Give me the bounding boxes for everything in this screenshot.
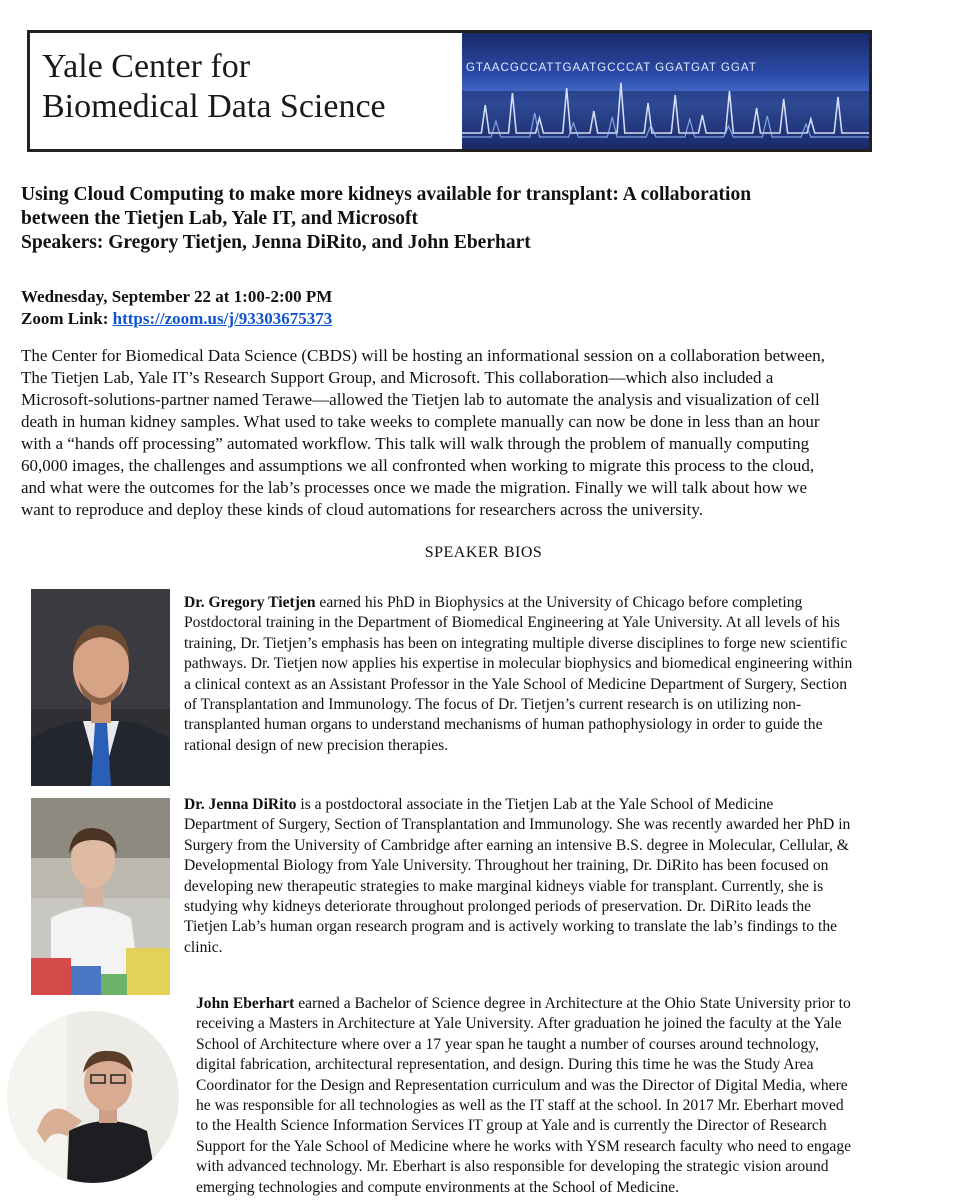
portrait-image	[31, 798, 170, 995]
sequence-graphic	[462, 33, 869, 149]
bio-line: of Transplantation and Immunology. The focus of Dr. Tietjen’s current research is on utilizing non-	[184, 696, 802, 714]
bio-line: emerging technologies and compute environments at the School of Medicine.	[196, 1178, 679, 1196]
bio-line: clinic.	[184, 938, 223, 956]
intro-line: The Center for Biomedical Data Science (CBDS) will be hosting an informational session on a collaboration between,	[21, 346, 825, 365]
header-banner	[27, 30, 872, 152]
intro-paragraph	[21, 345, 951, 521]
speaker-photo-tietjen	[31, 589, 170, 786]
bio-line: pathways. Dr. Tietjen now applies his expertise in molecular biophysics and biomedical engineering within	[184, 655, 853, 673]
intro-line: want to reproduce and deploy these kinds of cloud automations for researchers across the university.	[21, 500, 703, 519]
zoom-link[interactable]: https://zoom.us/j/93303675373	[112, 309, 333, 328]
banner-title-line2: Biomedical Data Science	[42, 88, 386, 125]
zoom-label: Zoom Link:	[21, 309, 113, 328]
bio-line: John Eberhart earned a Bachelor of Science degree in Architecture at the Ohio State University prior to	[196, 995, 851, 1012]
bio-line: Support for the Yale School of Medicine where he works with YSM research faculty who need to engage	[196, 1137, 852, 1155]
bio-line: Postdoctoral training in the Department of Biomedical Engineering at Yale University. At all levels of his	[184, 614, 840, 632]
speakers-line: Speakers: Gregory Tietjen, Jenna DiRito, and John Eberhart	[21, 232, 531, 253]
speaker-photo-dirito	[31, 798, 170, 995]
bio-line: studying why kidneys deteriorate throughout prolonged periods of preservation. Dr. DiRito leads the	[184, 898, 812, 916]
speaker-name: John Eberhart	[196, 995, 295, 1012]
event-date: Wednesday, September 22 at 1:00-2:00 PM	[21, 287, 333, 306]
speaker-name: Dr. Gregory Tietjen	[184, 594, 316, 611]
portrait-image	[31, 589, 170, 786]
bio-line: Developmental Biology from Yale University. Throughout her training, Dr. DiRito has been focused on	[184, 857, 829, 875]
intro-line: Microsoft-solutions-partner named Terawe—allowed the Tietjen lab to automate the analysis and visualization of cell	[21, 390, 820, 409]
bio-line: Dr. Jenna DiRito is a postdoctoral associate in the Tietjen Lab at the Yale School of Medicine	[184, 796, 774, 813]
event-title	[21, 183, 941, 255]
bio-line: training, Dr. Tietjen’s emphasis has been on integrating multiple diverse disciplines to forge new scientific	[184, 634, 848, 652]
speaker-bios-heading: SPEAKER BIOS	[424, 544, 543, 561]
bio-line: to the Health Science Information Services IT group at Yale and is currently the Director of Research	[196, 1117, 827, 1135]
intro-line: The Tietjen Lab, Yale IT’s Research Support Group, and Microsoft. This collaboration—which also included a	[21, 368, 774, 387]
portrait-image	[7, 1011, 179, 1183]
bio-line: School of Architecture where over a 17 year span he taught a number of courses around technology,	[196, 1035, 819, 1053]
event-meta	[21, 286, 332, 330]
intro-line: with a “hands off processing” automated workflow. This talk will walk through the problem of manually computing	[21, 434, 810, 453]
bio-dirito	[184, 795, 944, 958]
intro-line: death in human kidney samples. What used to take weeks to complete manually can now be done in less than an hour	[21, 412, 820, 431]
bio-line: a clinical context as an Assistant Professor in the Yale School of Medicine Department of Surgery, Section	[184, 675, 848, 693]
bio-line: he was responsible for all technologies as well as the IT staff at the school. In 2017 Mr. Eberhart moved	[196, 1097, 844, 1115]
bio-line: Department of Surgery, Section of Transplantation and Immunology. She was recently awarded her PhD in	[184, 816, 851, 834]
bio-line: Dr. Gregory Tietjen earned his PhD in Biophysics at the University of Chicago before completing	[184, 594, 803, 611]
bio-eberhart	[196, 994, 956, 1198]
title-line: between the Tietjen Lab, Yale IT, and Microsoft	[21, 208, 419, 229]
banner-title	[30, 33, 462, 149]
intro-line: and what were the outcomes for the lab’s processes once we made the migration. Finally we will talk about how we	[21, 478, 808, 497]
bio-tietjen	[184, 593, 944, 756]
banner-title-line1: Yale Center for	[42, 48, 251, 85]
bio-line: rational design of new precision therapies.	[184, 736, 449, 754]
speaker-name: Dr. Jenna DiRito	[184, 796, 297, 813]
zoom-row	[21, 308, 332, 330]
bio-line: digital fabrication, architectural representation, and design. During this time he was the Study Area	[196, 1056, 814, 1074]
bio-line: transplanted human organs to understand mechanisms of human pathophysiology in order to guide the	[184, 716, 823, 734]
dna-sequence-image	[462, 33, 869, 149]
bio-line: Coordinator for the Design and Representation curriculum and was the Director of Digital Media, where	[196, 1076, 848, 1094]
speaker-photo-eberhart	[7, 1011, 179, 1183]
bio-line: receiving a Masters in Architecture at Yale University. After graduation he joined the faculty at the Yale	[196, 1015, 842, 1033]
title-line: Using Cloud Computing to make more kidneys available for transplant: A collaboration	[21, 184, 752, 205]
bio-line: Surgery from the University of Cambridge after earning an intensive B.S. degree in Molecular, Cellular, &	[184, 836, 849, 854]
bio-line: Tietjen Lab’s human organ research program and is actively working to translate the lab’s findings to the	[184, 918, 838, 936]
bio-line: developing new therapeutic strategies to make marginal kidneys viable for transplant. Currently, she is	[184, 877, 824, 895]
bio-line: with advanced technology. Mr. Eberhart is also responsible for developing the strategic vision around	[196, 1158, 829, 1176]
sequence-text: GTAACGCCATTGAATGCCCAT GGATGAT GGAT	[465, 59, 757, 75]
intro-line: 60,000 images, the challenges and assumptions we all confronted when working to migrate this process to the cloud,	[21, 456, 815, 475]
